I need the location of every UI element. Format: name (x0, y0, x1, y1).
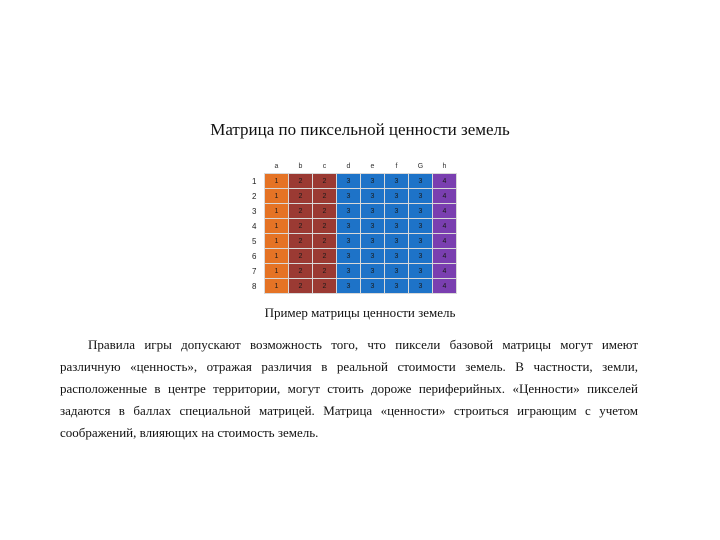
matrix-cell: 3 (409, 264, 433, 279)
page-title: Матрица по пиксельной ценности земель (210, 120, 510, 139)
matrix-cell: 2 (313, 279, 337, 294)
matrix-cell: 2 (313, 174, 337, 189)
matrix-cell: 2 (289, 204, 313, 219)
matrix-cell: 1 (265, 249, 289, 264)
matrix-cell: 3 (409, 219, 433, 234)
row-label: 2 (250, 189, 265, 204)
row-label: 4 (250, 219, 265, 234)
value-matrix (250, 160, 457, 294)
matrix-row (250, 204, 457, 219)
matrix-cell: 4 (433, 279, 457, 294)
matrix-cell: 3 (361, 264, 385, 279)
matrix-cell: 3 (361, 174, 385, 189)
matrix-cell: 3 (337, 189, 361, 204)
matrix-cell: 3 (385, 204, 409, 219)
matrix-cell: 2 (289, 219, 313, 234)
matrix-row (250, 234, 457, 249)
matrix-cell: 1 (265, 204, 289, 219)
matrix-cell: 3 (409, 189, 433, 204)
matrix-cell: 3 (385, 174, 409, 189)
matrix-cell: 3 (361, 249, 385, 264)
matrix-cell: 4 (433, 204, 457, 219)
matrix-cell: 1 (265, 234, 289, 249)
matrix-cell: 2 (313, 234, 337, 249)
matrix-caption: Пример матрицы ценности земель (264, 305, 456, 320)
matrix-cell: 3 (409, 174, 433, 189)
matrix-cell: 3 (337, 174, 361, 189)
matrix-cell: 3 (337, 219, 361, 234)
matrix-cell: 1 (265, 279, 289, 294)
matrix-row (250, 249, 457, 264)
matrix-cell: 3 (385, 189, 409, 204)
matrix-cell: 2 (313, 219, 337, 234)
matrix-cell: 3 (385, 234, 409, 249)
matrix-cell: 4 (433, 234, 457, 249)
column-header-d: d (346, 163, 351, 170)
matrix-cell: 3 (361, 234, 385, 249)
matrix-cell: 3 (409, 234, 433, 249)
body-paragraph: Правила игры допускают возможность того, что пиксели базовой матрицы могут имеют различную «ценность», отражая различия в реальной стоимости земель. В частности, земли, расположенные в центре территории, могут стоить дороже периферийных. «Ценности» пикселей задаются в баллах специальной матрицей. Матрица «ценности» строиться играющим с учетом соображений, влияющих на стоимость земель. (60, 337, 638, 440)
matrix-row (250, 174, 457, 189)
matrix-cell: 2 (289, 189, 313, 204)
matrix-cell: 2 (313, 264, 337, 279)
matrix-cell: 3 (409, 204, 433, 219)
matrix-cell: 3 (337, 204, 361, 219)
row-label: 3 (250, 204, 265, 219)
column-header-e: e (370, 163, 375, 170)
matrix-cell: 2 (313, 249, 337, 264)
matrix-cell: 2 (289, 249, 313, 264)
matrix-cell: 2 (289, 264, 313, 279)
matrix-cell: 3 (361, 279, 385, 294)
matrix-cell: 3 (361, 189, 385, 204)
matrix-cell: 3 (361, 219, 385, 234)
matrix-cell: 2 (289, 279, 313, 294)
matrix-cell: 4 (433, 249, 457, 264)
matrix-cell: 3 (385, 219, 409, 234)
matrix-row (250, 219, 457, 234)
matrix-cell: 1 (265, 174, 289, 189)
column-header-g: G (417, 163, 424, 170)
matrix-cell: 4 (433, 189, 457, 204)
matrix-cell: 3 (385, 249, 409, 264)
row-label: 8 (250, 279, 265, 294)
matrix-cell: 2 (289, 174, 313, 189)
row-label: 6 (250, 249, 265, 264)
matrix-row (250, 189, 457, 204)
matrix-body (250, 174, 457, 294)
matrix-cell: 4 (433, 174, 457, 189)
matrix-cell: 3 (385, 279, 409, 294)
matrix-corner (250, 160, 265, 174)
row-label: 7 (250, 264, 265, 279)
matrix-cell: 3 (361, 204, 385, 219)
column-header-c: c (322, 163, 327, 170)
matrix-cell: 3 (385, 264, 409, 279)
matrix-cell: 1 (265, 264, 289, 279)
matrix-cell: 4 (433, 219, 457, 234)
matrix-row (250, 279, 457, 294)
column-header-h: h (442, 163, 447, 170)
matrix-cell: 3 (337, 249, 361, 264)
matrix-cell: 3 (337, 279, 361, 294)
column-header-a: a (274, 163, 279, 170)
matrix-header-row (250, 160, 457, 174)
matrix-cell: 1 (265, 189, 289, 204)
matrix-table (250, 160, 457, 294)
row-label: 5 (250, 234, 265, 249)
matrix-cell: 3 (409, 279, 433, 294)
matrix-cell: 2 (313, 204, 337, 219)
matrix-cell: 1 (265, 219, 289, 234)
column-header-b: b (298, 163, 303, 170)
matrix-cell: 2 (313, 189, 337, 204)
column-header-f: f (395, 163, 398, 170)
matrix-row (250, 264, 457, 279)
matrix-cell: 3 (337, 234, 361, 249)
matrix-cell: 3 (409, 249, 433, 264)
matrix-cell: 3 (337, 264, 361, 279)
matrix-cell: 4 (433, 264, 457, 279)
row-label: 1 (250, 174, 265, 189)
matrix-cell: 2 (289, 234, 313, 249)
